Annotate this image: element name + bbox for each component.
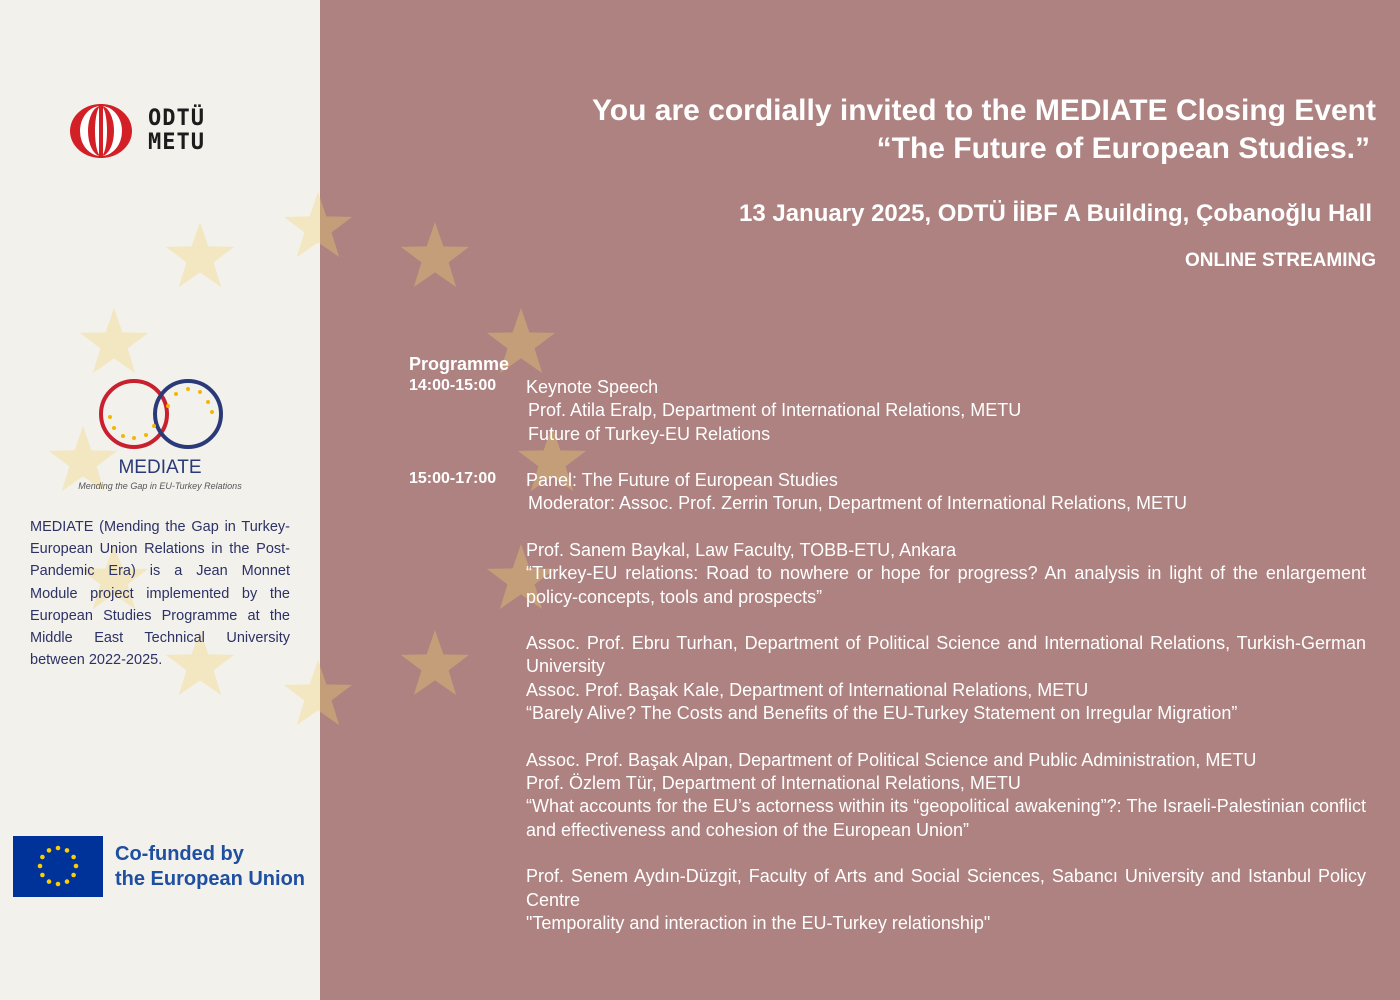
panel-moderator: Moderator: Assoc. Prof. Zerrin Torun, Department of International Relations, METU xyxy=(528,493,1187,514)
panel-title: Panel: The Future of European Studies xyxy=(526,470,838,490)
panel-speaker-turhan: Assoc. Prof. Ebru Turhan, Department of Political Science and International Relations, Turkish-German University xyxy=(526,633,1366,677)
mediate-logo xyxy=(40,372,280,491)
metu-logo xyxy=(68,102,205,160)
programme-title: Programme xyxy=(409,354,510,374)
online-streaming-label: ONLINE STREAMING xyxy=(1184,250,1376,271)
panel-speaker-aydin-duzgit: Prof. Senem Aydın-Düzgit, Faculty of Arts and Social Sciences, Sabancı University and Istanbul Policy Centre xyxy=(526,866,1366,910)
event-title: “The Future of European Studies.” xyxy=(876,132,1370,165)
eu-cofunded-line1: Co-funded by xyxy=(115,842,244,865)
eu-cofunded-badge xyxy=(13,836,305,897)
keynote-topic: Future of Turkey-EU Relations xyxy=(528,423,771,444)
panel-talk-turhan-kale: “Barely Alive? The Costs and Benefits of the EU-Turkey Statement on Irregular Migration” xyxy=(526,703,1238,724)
mediate-logo-name: MEDIATE xyxy=(118,457,202,478)
panel-speaker-alpan: Assoc. Prof. Başak Alpan, Department of Political Science and Public Administration, METU xyxy=(526,749,1257,770)
panel-talk-baykal: “Turkey-EU relations: Road to nowhere or hope for progress? An analysis in light of the enlargement policy-concepts, tools and prospects” xyxy=(526,563,1366,607)
invitation-header xyxy=(516,92,1376,272)
eu-flag-icon xyxy=(13,836,103,897)
panel-time: 15:00-17:00 xyxy=(409,470,497,487)
keynote-time: 14:00-15:00 xyxy=(409,377,497,394)
panel-speaker-tur: Prof. Özlem Tür, Department of International Relations, METU xyxy=(526,773,1021,794)
panel-talk-alpan-tur: “What accounts for the EU’s actorness within its “geopolitical awakening”?: The Israeli-Palestinian conflict and effectiveness and cohesion of the European Union” xyxy=(526,796,1366,840)
panel-speaker-kale: Assoc. Prof. Başak Kale, Department of International Relations, METU xyxy=(526,679,1089,700)
mediate-logo-tagline: Mending the Gap in EU-Turkey Relations xyxy=(78,481,242,491)
keynote-session xyxy=(526,376,1366,446)
keynote-speaker: Prof. Atila Eralp, Department of International Relations, METU xyxy=(528,400,1022,421)
mediate-rings-icon xyxy=(90,372,230,458)
project-description: MEDIATE (Mending the Gap in Turkey-European Union Relations in the Post-Pandemic Era) is a Jean Monnet Module project implemented by the European Studies Programme at the Middle East Technical University between 2022-2025. xyxy=(30,519,290,669)
panel-session xyxy=(526,469,1366,936)
programme xyxy=(409,352,1369,934)
panel-speaker-baykal: Prof. Sanem Baykal, Law Faculty, TOBB-ETU, Ankara xyxy=(526,539,957,560)
panel-talk-aydin-duzgit: "Temporality and interaction in the EU-Turkey relationship" xyxy=(526,913,991,934)
eu-cofunded-line2: the European Union xyxy=(115,867,305,890)
metu-logo-line2: METU xyxy=(148,130,205,155)
event-date-location: 13 January 2025, ODTÜ İİBF A Building, Çobanoğlu Hall xyxy=(739,200,1372,227)
invitation-title: You are cordially invited to the MEDIATE Closing Event xyxy=(592,94,1376,127)
metu-emblem-icon xyxy=(68,102,134,160)
metu-logo-line1: ODTÜ xyxy=(148,106,205,131)
keynote-label: Keynote Speech xyxy=(526,377,659,397)
